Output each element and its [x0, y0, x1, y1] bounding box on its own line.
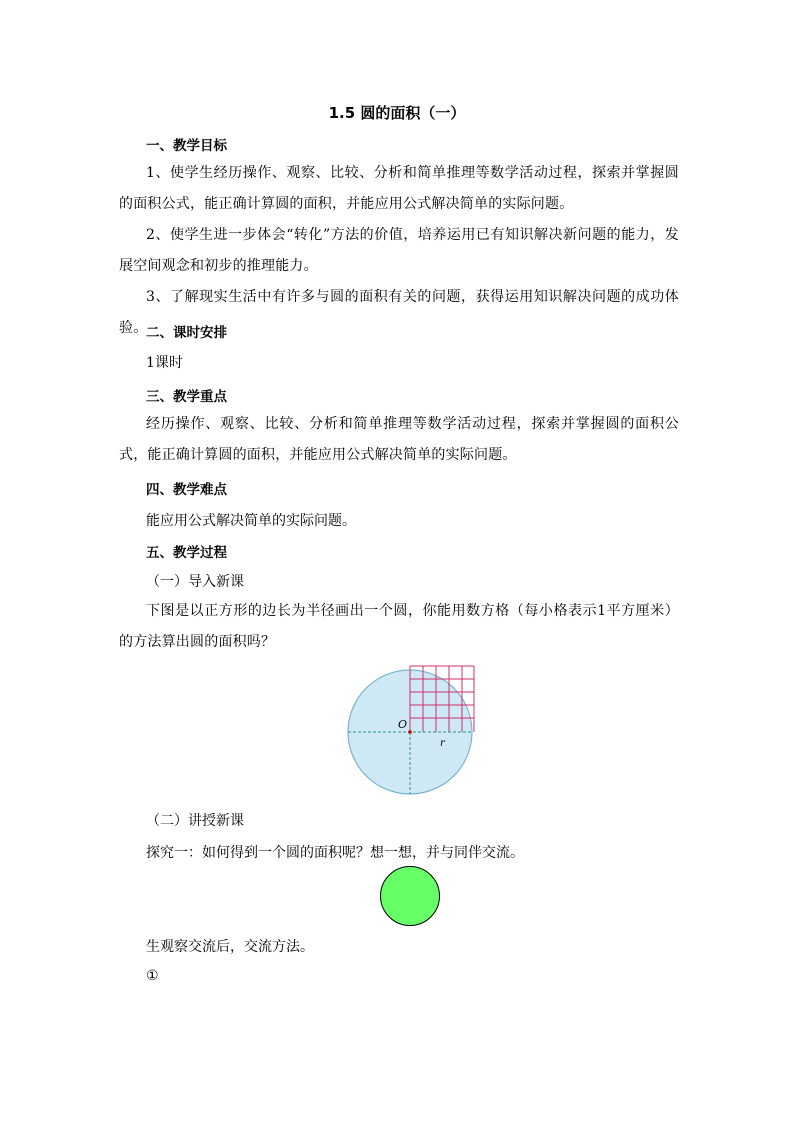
heading-teaching-goals: 一、教学目标	[146, 138, 227, 154]
subheading-new-lesson: （二）讲授新课	[146, 813, 244, 829]
subheading-introduction: （一）导入新课	[146, 574, 244, 590]
exchange-methods-text: 生观察交流后，交流方法。	[146, 939, 314, 955]
heading-class-schedule: 二、课时安排	[146, 325, 227, 341]
goal-paragraph-2: 2、使学生进一步体会“转化”方法的价值，培养运用已有知识解决新问题的能力，发展空间观念和初步的推理能力。	[119, 227, 679, 274]
document-title: 1.5 圆的面积（一）	[328, 104, 466, 122]
method-marker: ①	[146, 968, 159, 984]
heading-key-points: 三、教学重点	[146, 389, 227, 405]
heading-teaching-process: 五、教学过程	[146, 545, 227, 561]
difficulties-text: 能应用公式解决简单的实际问题。	[146, 513, 356, 529]
radius-label: r	[440, 738, 445, 749]
green-circle	[381, 867, 440, 926]
introduction-question: 下图是以正方形的边长为半径画出一个圆，你能用数方格（每小格表示1平方厘米）的方法算出圆的面积吗？	[119, 603, 679, 650]
center-label: O	[398, 718, 408, 731]
center-point	[408, 730, 412, 734]
class-hours-text: 1课时	[146, 355, 183, 371]
goal-paragraph-1: 1、使学生经历操作、观察、比较、分析和简单推理等数学活动过程，探索并掌握圆的面积公式，能正确计算圆的面积，并能应用公式解决简单的实际问题。	[119, 165, 679, 212]
key-points-text: 经历操作、观察、比较、分析和简单推理等数学活动过程，探索并掌握圆的面积公式，能正确计算圆的面积，并能应用公式解决简单的实际问题。	[119, 416, 679, 463]
goal-paragraph-3: 3、了解现实生活中有许多与圆的面积有关的问题，获得运用知识解决问题的成功体验。	[119, 289, 679, 336]
green-circle-figure	[379, 865, 443, 929]
explore-question: 探究一：如何得到一个圆的面积呢？想一想，并与同伴交流。	[146, 845, 524, 861]
circle-grid-figure	[342, 660, 482, 798]
heading-difficulties: 四、教学难点	[146, 482, 227, 498]
